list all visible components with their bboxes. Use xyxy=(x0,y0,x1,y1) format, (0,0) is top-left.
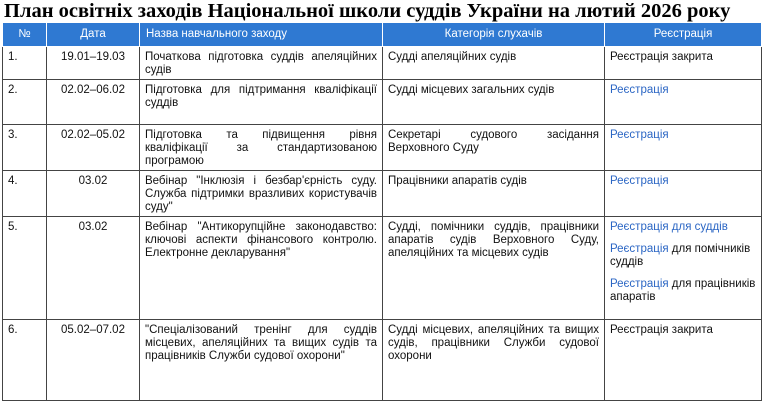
row-audience: Працівники апаратів судів xyxy=(383,171,605,217)
registration-cell xyxy=(605,217,762,320)
row-audience: Судді місцевих загальних судів xyxy=(383,80,605,125)
table-row xyxy=(3,47,762,80)
row-event-name: Початкова підготовка суддів апеляційних судів xyxy=(140,47,383,80)
table-row xyxy=(3,80,762,125)
row-audience: Секретарі судового засідання Верховного Суду xyxy=(383,125,605,171)
registration-link[interactable]: Реєстрація xyxy=(610,84,669,96)
registration-cell xyxy=(605,171,762,217)
row-audience: Судді, помічники суддів, працівники апаратів судів Верховного Суду, апеляційних та місцевих судів xyxy=(383,217,605,320)
registration-suffix: для помічників суддів xyxy=(610,243,751,268)
row-date: 03.02 xyxy=(47,217,140,320)
row-number: 6. xyxy=(3,320,47,401)
row-event-name: Вебінар "Антикорупційне законодавство: ключові аспекти фінансового контролю. Електронне декларування" xyxy=(140,217,383,320)
registration-staff xyxy=(610,278,756,304)
events-table xyxy=(2,22,762,401)
table-row xyxy=(3,320,762,401)
row-number: 5. xyxy=(3,217,47,320)
row-event-name: Підготовка та підвищення рівня кваліфікації за стандартизованою програмою xyxy=(140,125,383,171)
table-row xyxy=(3,171,762,217)
registration-link[interactable]: Реєстрація xyxy=(610,129,669,141)
header-date: Дата xyxy=(47,23,140,47)
header-number: № xyxy=(3,23,47,47)
row-event-name: "Спеціалізований тренінг для суддів місцевих, апеляційних та вищих судів та працівників Служби судової охорони" xyxy=(140,320,383,401)
registration-link-assistants[interactable]: Реєстрація xyxy=(610,243,669,255)
row-date: 19.01–19.03 xyxy=(47,47,140,80)
table-row xyxy=(3,217,762,320)
header-event-name: Назва навчального заходу xyxy=(140,23,383,47)
row-event-name: Вебінар "Інклюзія і безбар'єрність суду. Служба підтримки вразливих користувачів суду" xyxy=(140,171,383,217)
registration-closed: Реєстрація закрита xyxy=(605,320,762,401)
row-date: 05.02–07.02 xyxy=(47,320,140,401)
row-date: 02.02–05.02 xyxy=(47,125,140,171)
registration-closed: Реєстрація закрита xyxy=(605,47,762,80)
registration-link-staff[interactable]: Реєстрація xyxy=(610,278,669,290)
registration-cell xyxy=(605,125,762,171)
row-audience: Судді місцевих, апеляційних та вищих судів, працівники Служби судової охорони xyxy=(383,320,605,401)
header-registration: Реєстрація xyxy=(605,23,762,47)
header-audience-category: Категорія слухачів xyxy=(383,23,605,47)
table-row xyxy=(3,125,762,171)
row-number: 2. xyxy=(3,80,47,125)
registration-link-judges[interactable]: Реєстрація для суддів xyxy=(610,221,728,233)
row-number: 4. xyxy=(3,171,47,217)
page-title: План освітніх заходів Національної школи суддів України на лютий 2026 року xyxy=(4,0,731,22)
registration-cell xyxy=(605,80,762,125)
row-date: 03.02 xyxy=(47,171,140,217)
row-number: 3. xyxy=(3,125,47,171)
registration-link[interactable]: Реєстрація xyxy=(610,175,669,187)
row-audience: Судді апеляційних судів xyxy=(383,47,605,80)
registration-judges xyxy=(610,221,756,234)
row-number: 1. xyxy=(3,47,47,80)
registration-assistants xyxy=(610,243,756,269)
registration-suffix: для працівників апаратів xyxy=(610,278,756,303)
table-header-row xyxy=(3,23,762,47)
row-date: 02.02–06.02 xyxy=(47,80,140,125)
row-event-name: Підготовка для підтримання кваліфікації суддів xyxy=(140,80,383,125)
